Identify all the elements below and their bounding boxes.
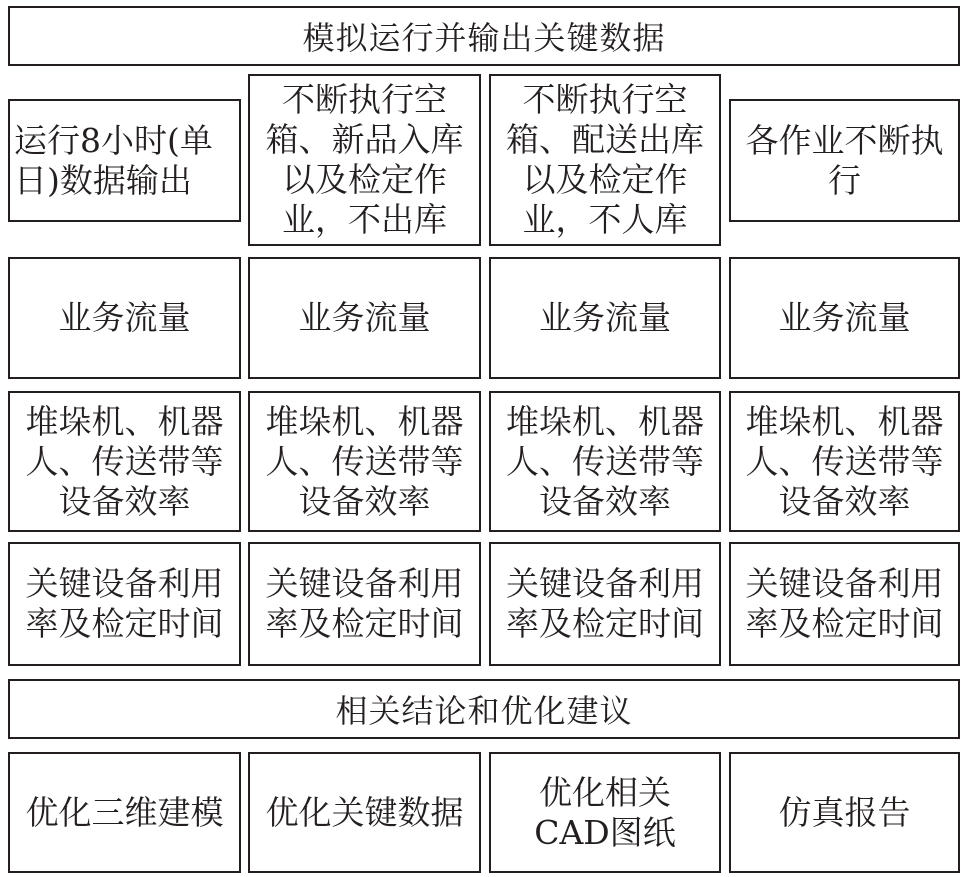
row1-box-3 — [489, 74, 721, 246]
row5-label-1: 优化三维建模 — [25, 792, 224, 832]
row1-label-1: 运行8小时(单日)数据输出 — [14, 120, 213, 200]
row5-box-3 — [489, 752, 721, 873]
row1-label-4: 各作业不断执行 — [745, 120, 944, 200]
row3-box-1 — [8, 391, 241, 532]
row1-box-2 — [248, 74, 481, 246]
row4-label-4: 关键设备利用率及检定时间 — [745, 564, 944, 643]
row5-label-2: 优化关键数据 — [265, 792, 464, 832]
row5-box-4 — [729, 752, 960, 873]
row3-label-3: 堆垛机、机器人、传送带等设备效率 — [506, 401, 704, 521]
row2-label-1: 业务流量 — [58, 298, 191, 337]
middle-banner — [8, 679, 960, 739]
row1-box-1 — [8, 99, 241, 222]
row2-box-2 — [248, 257, 481, 379]
row5-label-3: 优化相关CAD图纸 — [534, 772, 676, 852]
row1-label-3: 不断执行空箱、配送出库以及检定作业，不人库 — [506, 80, 704, 239]
top-banner-label: 模拟运行并输出关键数据 — [302, 19, 666, 57]
row1-label-2: 不断执行空箱、新品入库以及检定作业，不出库 — [265, 80, 464, 239]
row4-label-3: 关键设备利用率及检定时间 — [506, 564, 704, 643]
middle-banner-label: 相关结论和优化建议 — [335, 692, 633, 730]
row5-label-4: 仿真报告 — [778, 792, 911, 832]
row4-label-2: 关键设备利用率及检定时间 — [265, 564, 464, 643]
row2-label-4: 业务流量 — [778, 298, 911, 337]
row3-label-1: 堆垛机、机器人、传送带等设备效率 — [25, 401, 224, 521]
row3-box-2 — [248, 391, 481, 532]
row2-box-3 — [489, 257, 721, 379]
row3-label-4: 堆垛机、机器人、传送带等设备效率 — [745, 401, 944, 521]
row5-box-1 — [8, 752, 241, 873]
row3-label-2: 堆垛机、机器人、传送带等设备效率 — [265, 401, 464, 521]
row4-box-2 — [248, 542, 481, 666]
row4-box-4 — [729, 542, 960, 666]
row3-box-4 — [729, 391, 960, 532]
row2-label-2: 业务流量 — [298, 298, 431, 337]
row2-box-4 — [729, 257, 960, 379]
top-banner — [8, 6, 960, 66]
row1-box-4 — [729, 99, 960, 222]
row3-box-3 — [489, 391, 721, 532]
row2-label-3: 业务流量 — [539, 298, 671, 337]
row4-box-3 — [489, 542, 721, 666]
row2-box-1 — [8, 257, 241, 379]
row4-label-1: 关键设备利用率及检定时间 — [25, 564, 224, 643]
row4-box-1 — [8, 542, 241, 666]
row5-box-2 — [248, 752, 481, 873]
